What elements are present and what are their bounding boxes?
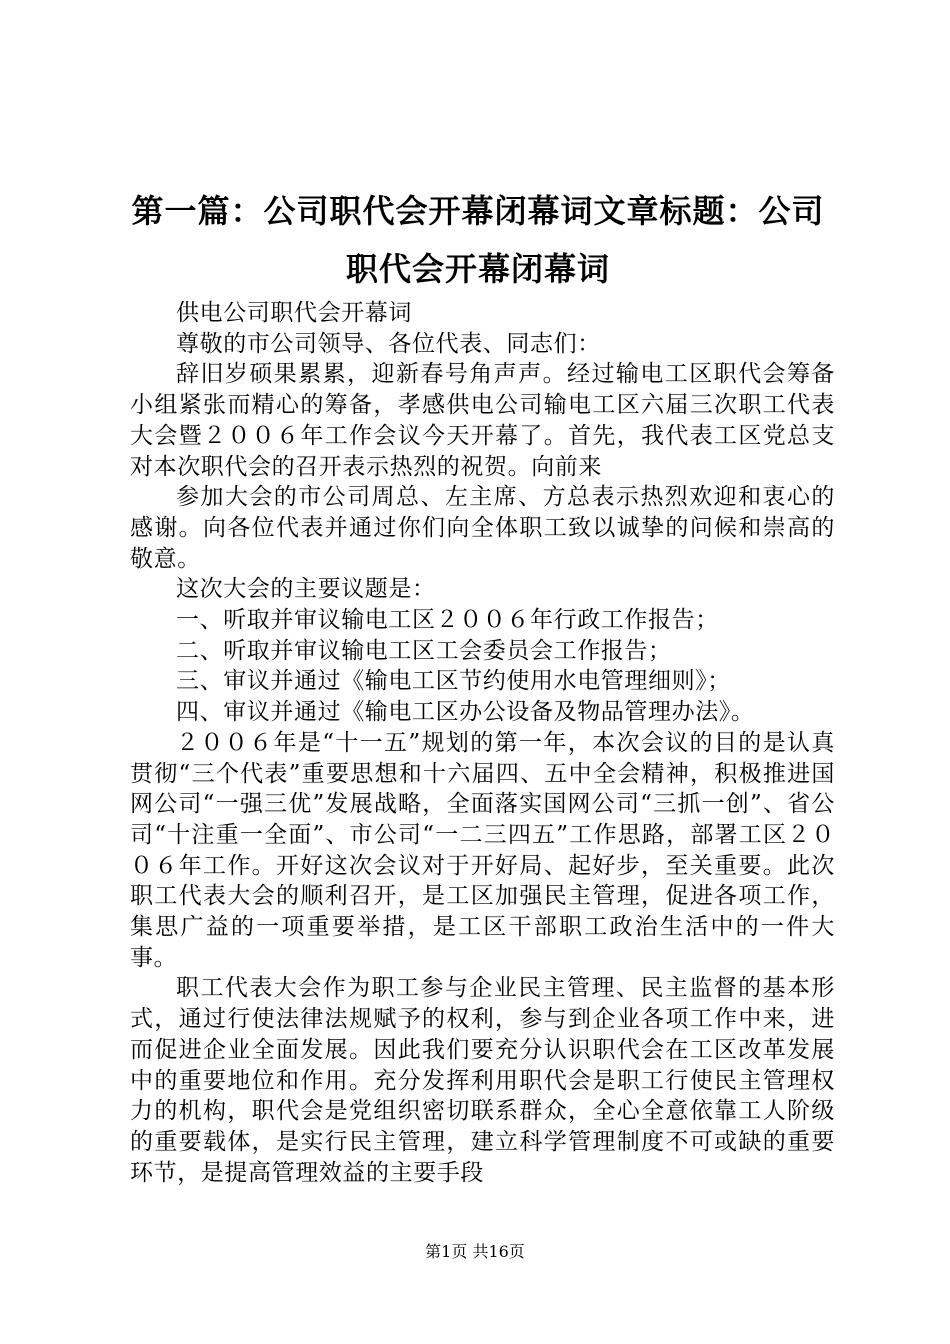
agenda-item-4: 四、审议并通过《输电工区办公设备及物品管理办法》。	[176, 699, 755, 726]
page-number: 第1页 共16页	[425, 1242, 525, 1261]
paragraph-welcome: 参加大会的市公司周总、左主席、方总表示热烈欢迎和衷心的感谢。向各位代表并通过你们向全体职工致以诚挚的问候和崇高的敬意。	[130, 484, 835, 572]
document-title: 第一篇：公司职代会开幕闭幕词文章标题：公司职代会开幕闭幕词	[131, 192, 825, 288]
agenda-item-2: 二、听取并审议输电工区工会委员会工作报告；	[176, 637, 672, 664]
paragraph-opening: 辞旧岁硕果累累，迎新春号角声声。经过输电工区职代会筹备小组紧张而精心的筹备，孝感供电公司输电工区六届三次职工代表大会暨２００６年工作会议今天开幕了。首先，我代表工区党总支对本次职代会的召开表示热烈的祝贺。向前来	[130, 361, 835, 480]
paragraph-congress-role: 职工代表大会作为职工参与企业民主管理、民主监督的基本形式，通过行使法律法规赋予的权利，参与到企业各项工作中来，进而促进企业全面发展。因此我们要充分认识职代会在工区改革发展中的重要地位和作用。充分发挥利用职代会是职工行使民主管理权力的机构，职代会是党组织密切联系群众，全心全意依靠工人阶级的重要载体，是实行民主管理，建立科学管理制度不可或缺的重要环节，是提高管理效益的主要手段	[130, 975, 835, 1186]
paragraph-meeting-purpose: ２００６年是“十一五”规划的第一年，本次会议的目的是认真贯彻“三个代表”重要思想和十六届四、五中全会精神，积极推进国网公司“一强三优”发展战略，全面落实国网公司“三抓一创”、省公司“十注重一全面”、市公司“一二三四五”工作思路，部署工区２００６年工作。开好这次会议对于开好局、起好步，至关重要。此次职工代表大会的顺利召开，是工区加强民主管理，促进各项工作，集思广益的一项重要举措，是工区干部职工政治生活中的一件大事。	[130, 729, 835, 971]
paragraph-salutation: 尊敬的市公司领导、各位代表、同志们：	[176, 330, 601, 357]
agenda-item-3: 三、审议并通过《输电工区节约使用水电管理细则》；	[176, 668, 731, 695]
paragraph-agenda-intro: 这次大会的主要议题是：	[176, 576, 436, 603]
agenda-item-1: 一、听取并审议输电工区２００６年行政工作报告；	[176, 607, 719, 634]
document-body	[130, 298, 835, 1188]
paragraph-speech-title: 供电公司职代会开幕词	[176, 300, 412, 326]
